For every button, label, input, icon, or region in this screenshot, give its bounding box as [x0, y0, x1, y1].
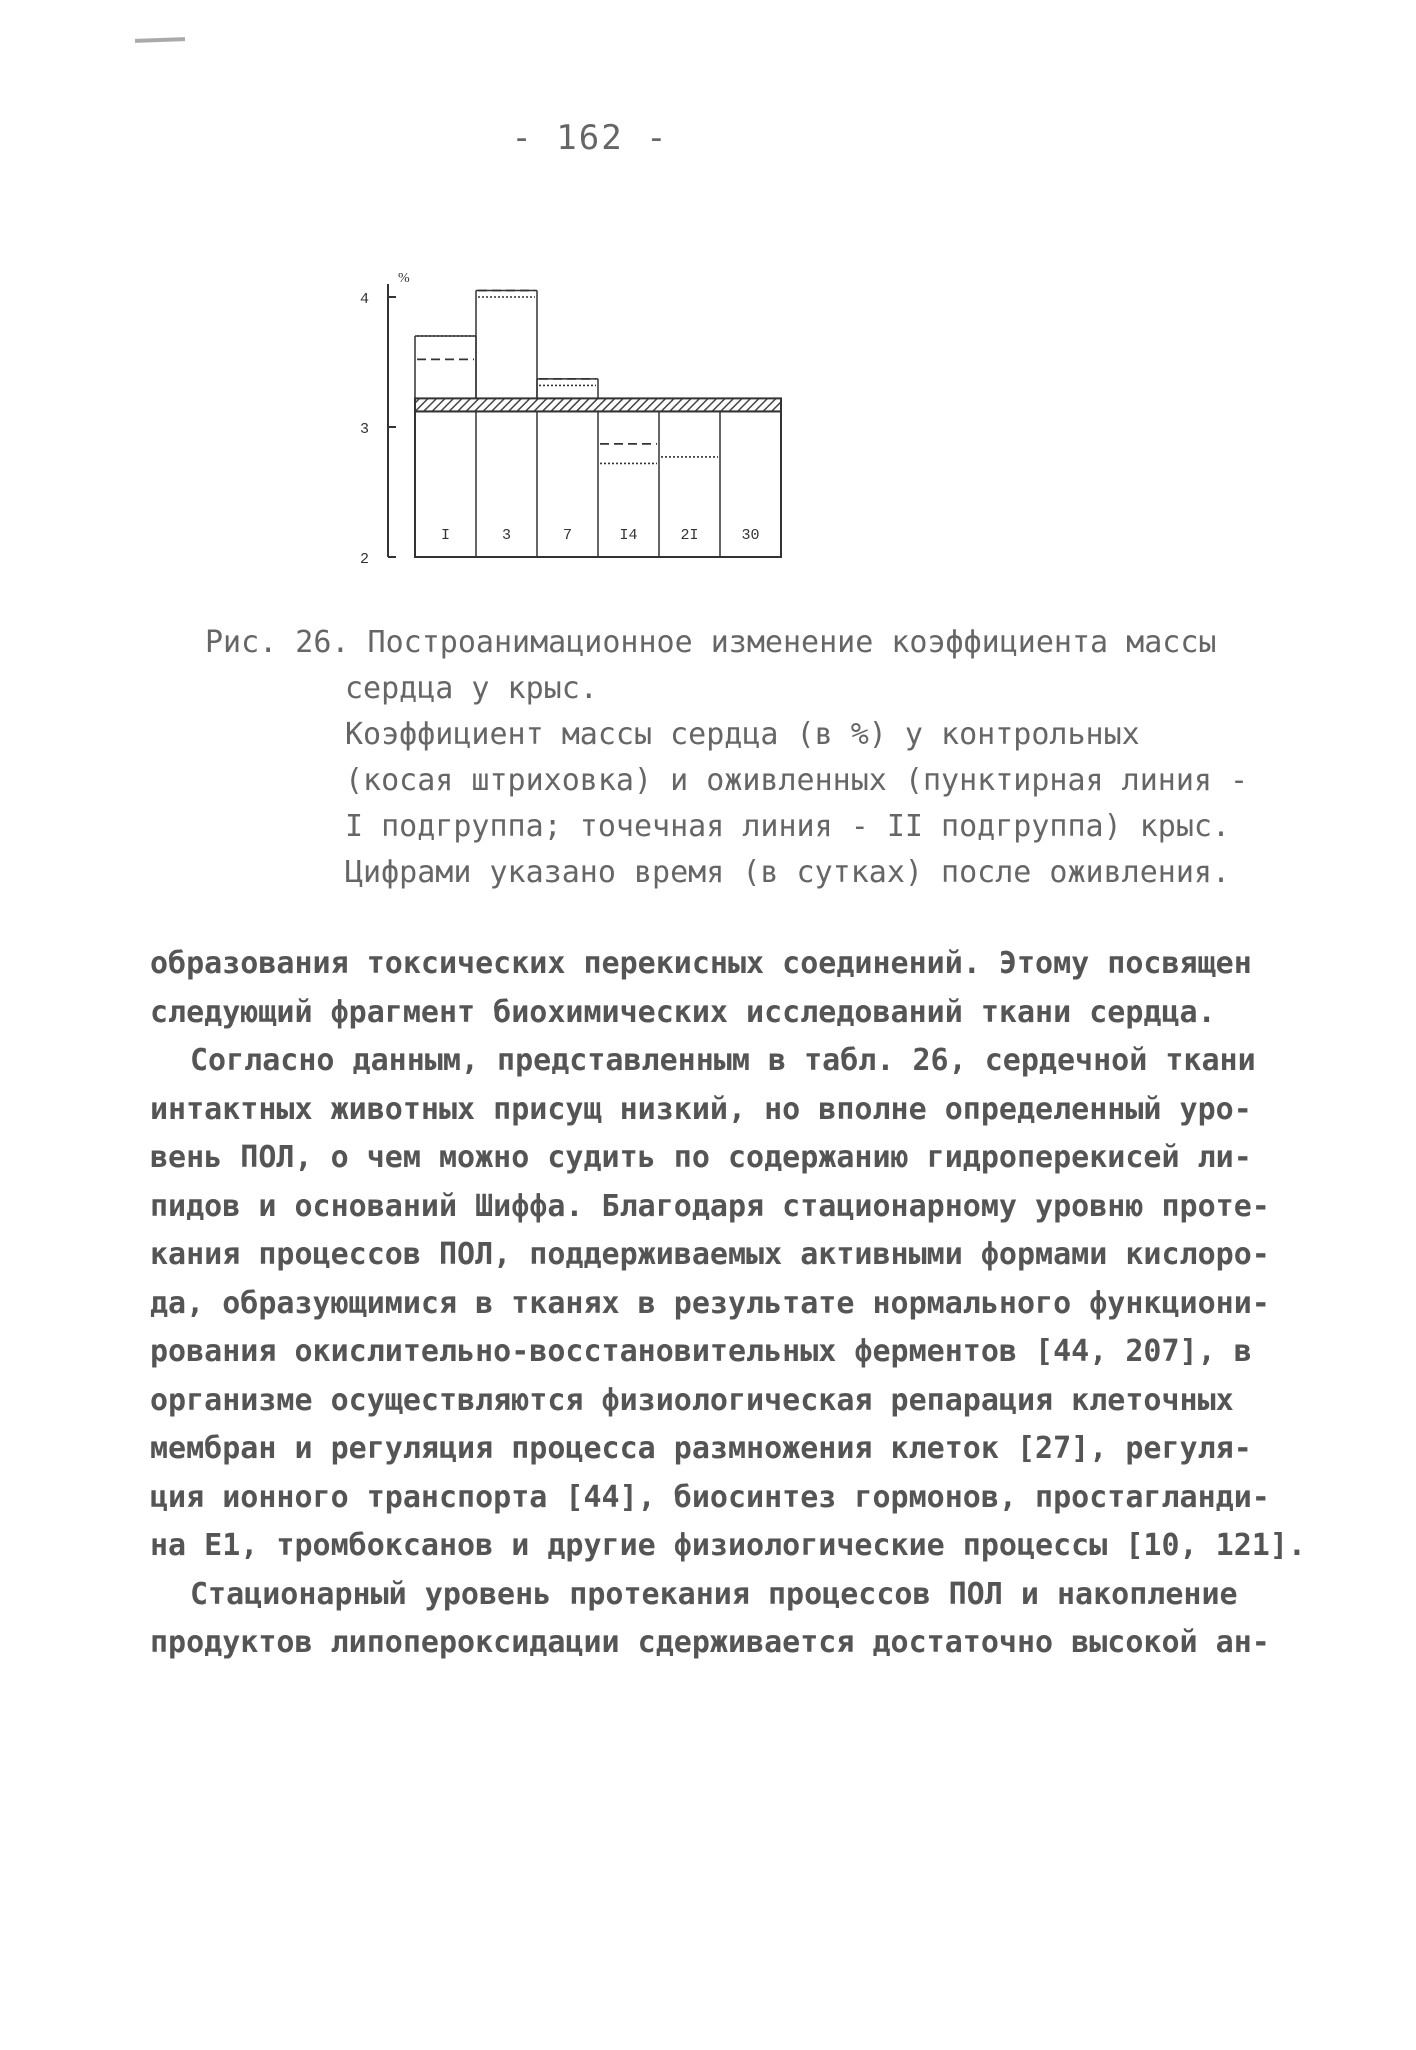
text-line: на E1, тромбоксанов и другие физиологические процессы [10, 121]. [150, 1528, 1306, 1563]
text-line: интактных животных присущ низкий, но вполне определенный уро- [150, 1091, 1252, 1127]
category-label: 30 [741, 527, 760, 544]
caption-line: I подгруппа; точечная линия - II подгруппа) крыс. [345, 809, 1231, 844]
text-line: организме осуществляются физиологическая репарация клеточных [150, 1382, 1234, 1418]
text-line: рования окислительно-восстановительных ферментов [44, 207], в [150, 1334, 1252, 1369]
caption-line: (косая штриховка) и оживленных (пунктирная линия - [345, 763, 1249, 798]
text-line: ция ионного транспорта [44], биосинтез гормонов, простагланди- [150, 1479, 1270, 1515]
text-line: да, образующимися в тканях в результате нормального функциони- [150, 1285, 1270, 1321]
category-label: I4 [619, 527, 638, 544]
text-line: пидов и оснований Шиффа. Благодаря стационарному уровню проте- [150, 1188, 1270, 1224]
text-line: мембран и регуляция процесса размножения клеток [27], регуля- [150, 1431, 1252, 1466]
text-line: вень ПОЛ, о чем можно судить по содержанию гидроперекисей ли- [150, 1140, 1252, 1175]
page-number: - 162 - [511, 118, 669, 158]
control-band [415, 398, 781, 411]
category-label: 7 [562, 527, 573, 544]
text-line: образования токсических перекисных соединений. Этому посвящен [150, 946, 1252, 981]
category-label: I [440, 527, 451, 544]
caption-line: Коэффициент массы сердца (в %) у контрольных [345, 717, 1140, 752]
unit-label: % [398, 271, 410, 286]
y-tick-label: 2 [360, 551, 370, 568]
text-line: Стационарный уровень протекания процессов ПОЛ и накопление [190, 1576, 1238, 1612]
text-line: следующий фрагмент биохимических исследований ткани сердца. [150, 994, 1216, 1030]
body-text [150, 940, 1306, 1668]
y-tick-label: 3 [360, 421, 370, 438]
caption-line: Рис. 26. Построанимационное изменение коэффициента массы [205, 625, 1217, 660]
scan-mark [135, 37, 185, 43]
category-label: 2I [680, 527, 699, 544]
category-label: 3 [501, 527, 512, 544]
y-tick-label: 4 [360, 291, 370, 308]
figure-caption [205, 620, 1255, 896]
heart-mass-chart [340, 180, 920, 580]
text-line: Согласно данным, представленным в табл. 26, сердечной ткани [190, 1043, 1256, 1078]
text-line: продуктов липопероксидации сдерживается достаточно высокой ан- [150, 1625, 1270, 1660]
caption-line: Цифрами указано время (в сутках) после оживления. [345, 855, 1231, 890]
caption-line: сердца у крыс. [345, 671, 598, 706]
text-line: кания процессов ПОЛ, поддерживаемых активными формами кислоро- [150, 1237, 1270, 1272]
